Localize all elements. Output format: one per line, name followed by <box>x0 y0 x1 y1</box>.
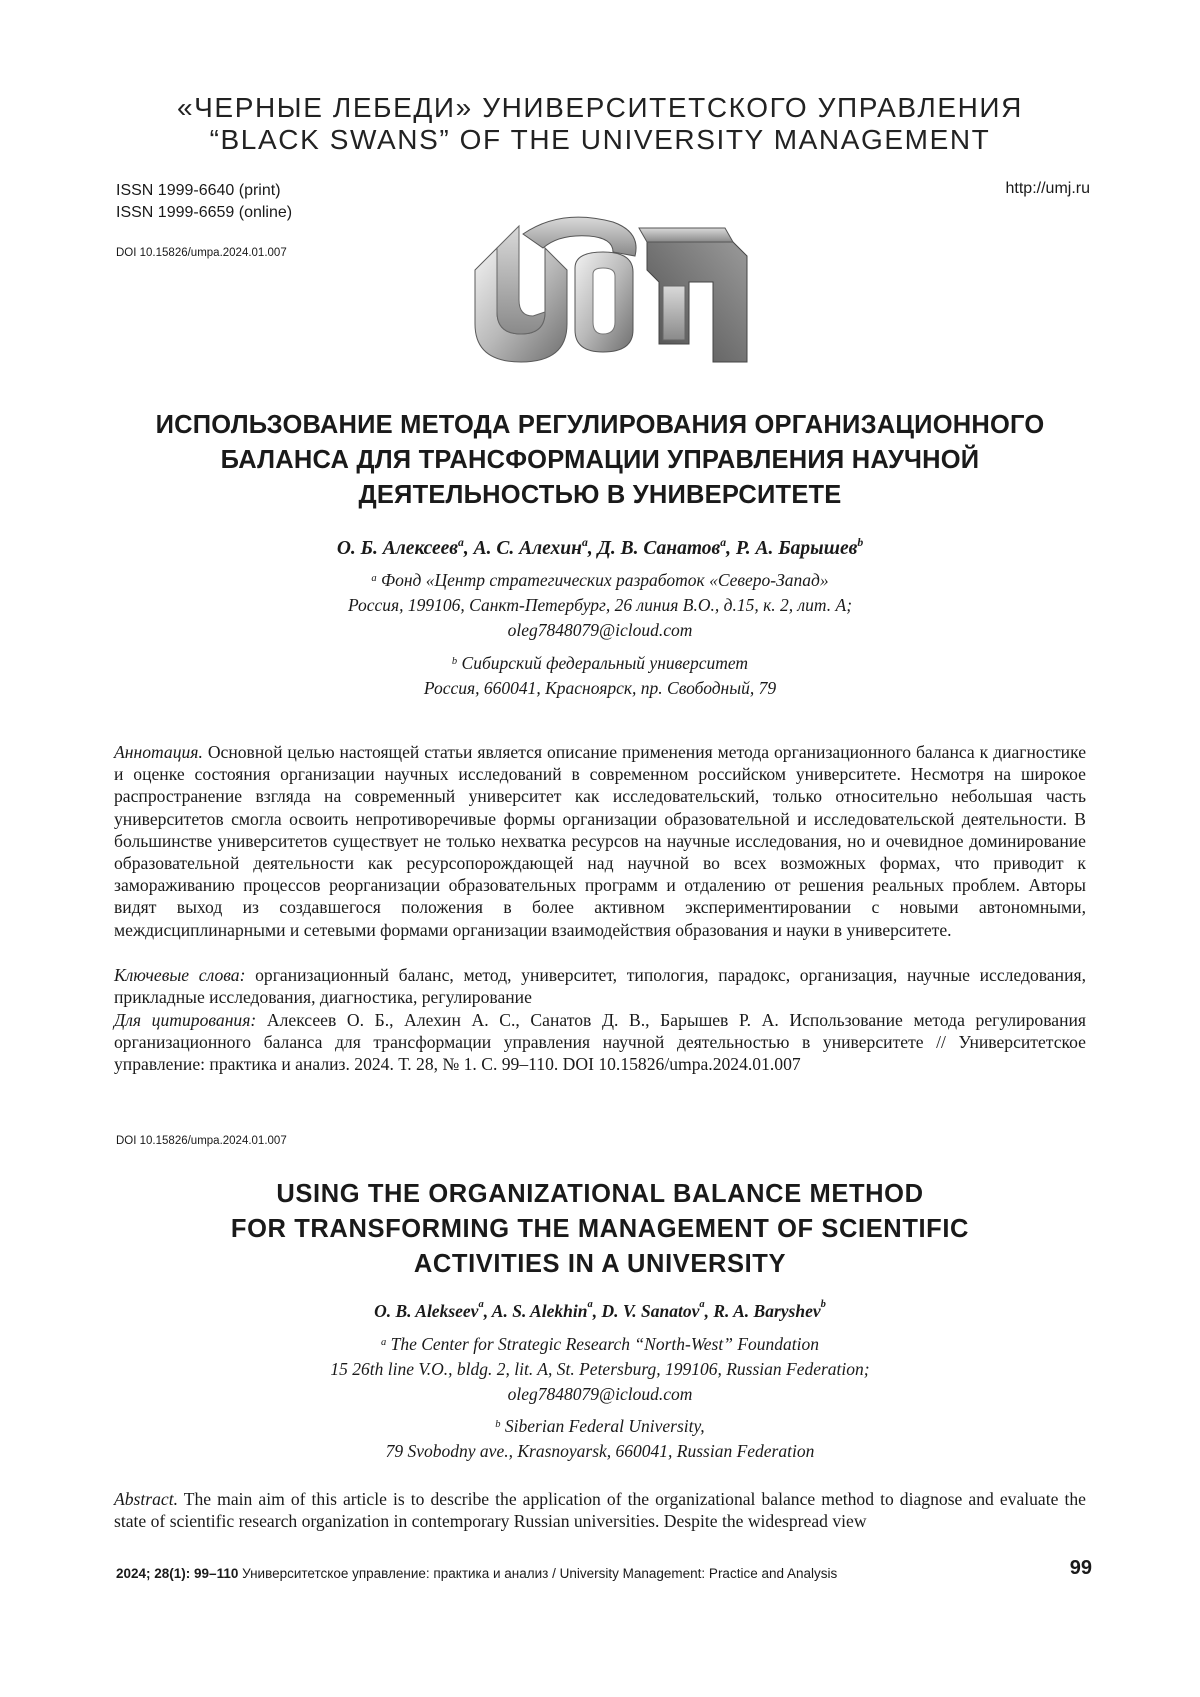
abstract-en <box>114 1488 1086 1532</box>
authors-ru: О. Б. Алексеев$^a$, А. С. Алехин$^a$, Д. В. Санатов$^a$, Р. А. Барышев$^b$ <box>336 536 864 559</box>
author-name: Д. В. Санатов <box>597 538 721 559</box>
author-name: А. С. Алехин <box>473 538 582 559</box>
affiliation-mark: a <box>581 536 588 549</box>
affiliation-mark: a <box>699 1299 705 1310</box>
author-name: D. V. Sanatov <box>601 1301 700 1321</box>
author-email[interactable]: oleg7848079@icloud.com <box>507 620 693 640</box>
abstract-label: Abstract. <box>114 1489 179 1509</box>
affiliation-en-b <box>0 1414 1200 1464</box>
affiliation-en-a <box>0 1332 1200 1407</box>
title-en-line: USING THE ORGANIZATIONAL BALANCE METHOD <box>276 1180 924 1208</box>
affiliation-mark: b <box>451 656 458 667</box>
affiliation-mark: b <box>495 1419 501 1430</box>
title-ru-line: БАЛАНСА ДЛЯ ТРАНСФОРМАЦИИ УПРАВЛЕНИЯ НАУЧНОЙ <box>220 446 980 474</box>
title-en-line: FOR TRANSFORMING THE MANAGEMENT OF SCIENTIFIC <box>230 1215 970 1243</box>
affiliation-ru-a <box>0 568 1200 643</box>
abstract-text: The main aim of this article is to describe the application of the organizational balance method to diagnose and evaluate the state of scientific research organization in contemporary Russian universities. Despite the widespread view <box>114 1489 1086 1532</box>
affiliation-address: 79 Svobodny ave., Krasnoyarsk, 660041, Russian Federation <box>385 1441 815 1461</box>
affiliation-address: 15 26th line V.O., bldg. 2, lit. A, St. Petersburg, 199106, Russian Federation; <box>330 1359 870 1379</box>
title-ru-line: ИСПОЛЬЗОВАНИЕ МЕТОДА РЕГУЛИРОВАНИЯ ОРГАНИЗАЦИОННОГО <box>155 411 1045 439</box>
series-title-ru: «ЧЕРНЫЕ ЛЕБЕДИ» УНИВЕРСИТЕТСКОГО УПРАВЛЕНИЯ <box>177 92 1023 123</box>
author-email[interactable]: oleg7848079@icloud.com <box>507 1384 693 1404</box>
author-name: Р. А. Барышев <box>735 538 858 559</box>
issue-info: 2024; 28(1): 99–110 <box>116 1566 239 1581</box>
affiliation-mark: a <box>587 1299 593 1310</box>
citation-ru <box>114 1009 1086 1076</box>
series-title-en: “BLACK SWANS” OF THE UNIVERSITY MANAGEMENT <box>209 124 991 155</box>
affiliation-mark: b <box>820 1299 826 1310</box>
journal-name: Университетское управление: практика и анализ / University Management: Practice and Analysis <box>242 1566 838 1581</box>
keywords-ru <box>114 964 1086 1008</box>
series-title <box>0 92 1200 156</box>
keywords-text: организационный баланс, метод, университет, типология, парадокс, организация, научные исследования, прикладные исследования, диагностика, регулирование <box>114 965 1086 1008</box>
affiliation-mark: a <box>458 536 464 549</box>
issn-block <box>116 180 292 224</box>
affiliation-org: Фонд «Центр стратегических разработок «Северо-Запад» <box>381 570 829 590</box>
authors-en: O. B. Alekseev$^a$, A. S. Alekhin$^a$, D. V. Sanatov$^a$, R. A. Baryshev$^b$ <box>374 1299 826 1321</box>
author-name: O. B. Alekseev <box>374 1301 479 1321</box>
article-title-ru <box>80 408 1120 513</box>
author-name: О. Б. Алексеев <box>336 538 459 559</box>
abstract-ru <box>114 741 1086 941</box>
author-name: R. A. Baryshev <box>713 1301 821 1321</box>
affiliation-ru-b <box>0 651 1200 701</box>
affiliation-address: Россия, 660041, Красноярск, пр. Свободный, 79 <box>423 678 777 698</box>
citation-label: Для цитирования: <box>114 1010 257 1030</box>
issn-online: ISSN 1999-6659 (online) <box>116 204 293 221</box>
keywords-label: Ключевые слова: <box>114 965 246 985</box>
journal-website-link[interactable]: http://umj.ru <box>1005 180 1090 197</box>
author-name: A. S. Alekhin <box>491 1301 588 1321</box>
affiliation-mark: a <box>720 536 727 549</box>
page-number: 99 <box>1069 1557 1092 1579</box>
affiliation-org: Siberian Federal University, <box>504 1416 705 1436</box>
article-title-en <box>80 1177 1120 1282</box>
journal-logo <box>463 212 753 382</box>
affiliation-mark: a <box>371 573 377 584</box>
title-en-line: ACTIVITIES IN A UNIVERSITY <box>413 1250 787 1278</box>
affiliation-org: The Center for Strategic Research “North-West” Foundation <box>390 1334 820 1354</box>
title-ru-line: ДЕЯТЕЛЬНОСТЬЮ В УНИВЕРСИТЕТЕ <box>358 481 842 509</box>
abstract-text: Основной целью настоящей статьи является описание применения метода организационного баланса к диагностике и оценке состояния организации научных исследований в современном российском университете. Несмотря на широкое распространение взгляда на современный университет как исследовательский, только относительно небольшая часть университетов смогла освоить непротиворечивые формы организации образовательной и исследовательской деятельности. В большинстве университетов существует не только нехватка ресурсов на научные исследования, но и очевидное доминирование образовательной деятельности как ресурсопорождающей над научной во всех возможных формах, что приводит к замораживанию процессов реорганизации образовательных программ и отдалению от решения реальных проблем. Авторы видят выход из создавшегося положения в более активном экспериментировании с новыми автономными, междисциплинарными и сетевыми формами организации взаимодействия образования и науки в университете. <box>114 742 1087 940</box>
doi-label: DOI 10.15826/umpa.2024.01.007 <box>116 247 287 259</box>
affiliation-mark: a <box>380 1337 387 1348</box>
affiliation-org: Сибирский федеральный университет <box>461 653 749 673</box>
citation-text: Алексеев О. Б., Алехин А. С., Санатов Д. В., Барышев Р. А. Использование метода регулирования организационного баланса для трансформации управления научной деятельностью в университете // Университетское управление: практика и анализ. 2024. Т. 28, № 1. С. 99–110. DOI 10.15826/umpa.2024.01.007 <box>114 1010 1086 1075</box>
affiliation-mark: b <box>857 536 864 549</box>
issn-print: ISSN 1999-6640 (print) <box>116 182 281 199</box>
affiliation-address: Россия, 199106, Санкт-Петербург, 26 линия В.О., д.15, к. 2, лит. А; <box>347 595 853 615</box>
affiliation-mark: a <box>478 1299 484 1310</box>
doi-label: DOI 10.15826/umpa.2024.01.007 <box>116 1135 287 1147</box>
abstract-label: Аннотация. <box>114 742 203 762</box>
page-footer <box>116 1566 837 1581</box>
